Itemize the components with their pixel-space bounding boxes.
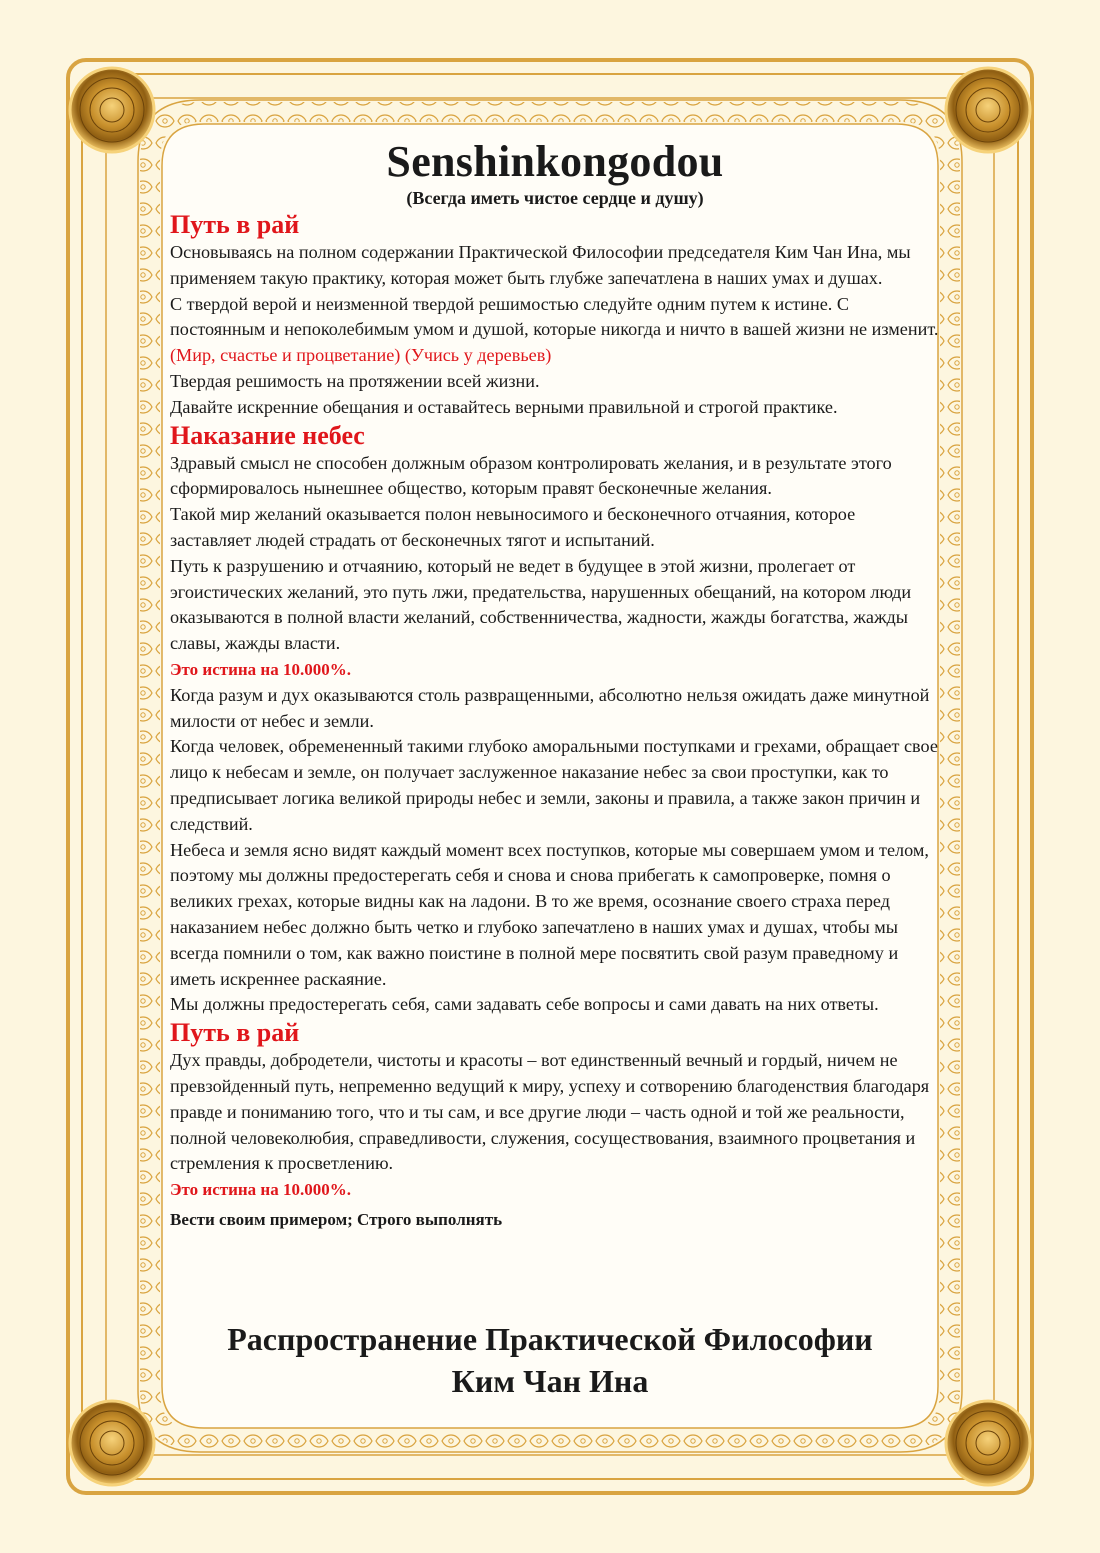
closing-motto: Вести своим примером; Строго выполнять bbox=[170, 1209, 503, 1229]
paragraph: Основываясь на полном содержании Практической Философии председателя Ким Чан Ина, мы применяем такую практику, которая может быть глубже запечатлена в наших умах и душах. bbox=[170, 242, 911, 288]
footer-title bbox=[130, 1318, 970, 1402]
document-body bbox=[170, 136, 940, 1233]
section-heading-heaven-punishment: Наказание небес bbox=[170, 420, 365, 450]
highlight-line: (Мир, счастье и процветание) (Учись у деревьев) bbox=[170, 345, 552, 366]
paragraph: Небеса и земля ясно видят каждый момент всех поступков, которые мы совершаем умом и телом, поэтому мы должны предостерегать себя и снова и снова прибегать к самопроверке, помня о великих грехах, которые видны как на ладони. В то же время, осознание своего страха перед наказанием небес должно быть четко и глубоко запечатлено в наших умах и душах, чтобы мы всегда помнили о том, как важно поистине в полной мере посвятить свой разум праведному и иметь искреннее раскаяние. bbox=[170, 839, 929, 989]
corner-medallion-top-left bbox=[70, 68, 154, 152]
section-heading-path-to-paradise-2: Путь в рай bbox=[170, 1018, 300, 1048]
paragraph: Здравый смысл не способен должным образом контролировать желания, и в результате этого сформировалось нынешнее общество, которым правят бесконечные желания. bbox=[170, 452, 892, 499]
corner-medallion-bottom-right bbox=[946, 1401, 1030, 1485]
truth-statement: Это истина на 10.000%. bbox=[170, 659, 351, 679]
document-title: Senshinkongodou bbox=[386, 137, 724, 186]
paragraph: Твердая решимость на протяжении всей жизни. bbox=[170, 370, 540, 391]
paragraph: С твердой верой и неизменной твердой решимостью следуйте одним путем к истине. С постоянным и непоколебимым умом и душой, которые никогда и ничто в вашей жизни не изменит. bbox=[170, 293, 939, 340]
section-heading-path-to-paradise: Путь в рай bbox=[170, 210, 300, 239]
corner-medallion-bottom-left bbox=[70, 1401, 154, 1485]
corner-medallion-top-right bbox=[946, 68, 1030, 152]
paragraph: Мы должны предостерегать себя, сами задавать себе вопросы и сами давать на них ответы. bbox=[170, 994, 879, 1015]
paragraph: Путь к разрушению и отчаянию, который не ведет в будущее в этой жизни, пролегает от эгоистических желаний, это путь лжи, предательства, нарушенных обещаний, на котором люди оказываются в полной власти желаний, собственничества, жадности, жажды богатства, жажды славы, жажды власти. bbox=[170, 555, 912, 654]
paragraph: Когда человек, обремененный такими глубоко аморальными поступками и грехами, обращает свое лицо к небесам и земле, он получает заслуженное наказание небес за свои проступки, как то предписывает логика великой природы небес и земли, законы и правила, а также закон причин и следствий. bbox=[170, 736, 938, 834]
document-subtitle: (Всегда иметь чистое сердце и душу) bbox=[406, 188, 704, 208]
paragraph: Дух правды, добродетели, чистоты и красоты – вот единственный вечный и гордый, ничем не превзойденный путь, непременно ведущий к миру, успеху и сотворению благоденствия благодаря правде и пониманию того, что и ты сам, и все другие люди – часть одной и той же реальности, полной человеколюбия, справедливости, служения, сосуществования, взаимного процветания и стремления к просветлению. bbox=[170, 1050, 930, 1174]
truth-statement: Это истина на 10.000%. bbox=[170, 1180, 351, 1200]
footer-line-1: Распространение Практической Философии bbox=[227, 1321, 873, 1357]
paragraph: Когда разум и дух оказываются столь развращенными, абсолютно нельзя ожидать даже минутной милости от небес и земли. bbox=[170, 684, 930, 731]
paragraph: Такой мир желаний оказывается полон невыносимого и бесконечного отчаяния, которое заставляет людей страдать от бесконечных тягот и испытаний. bbox=[170, 504, 856, 550]
paragraph: Давайте искренние обещания и оставайтесь верными правильной и строгой практике. bbox=[170, 396, 838, 417]
footer-line-2: Ким Чан Ина bbox=[451, 1363, 649, 1399]
